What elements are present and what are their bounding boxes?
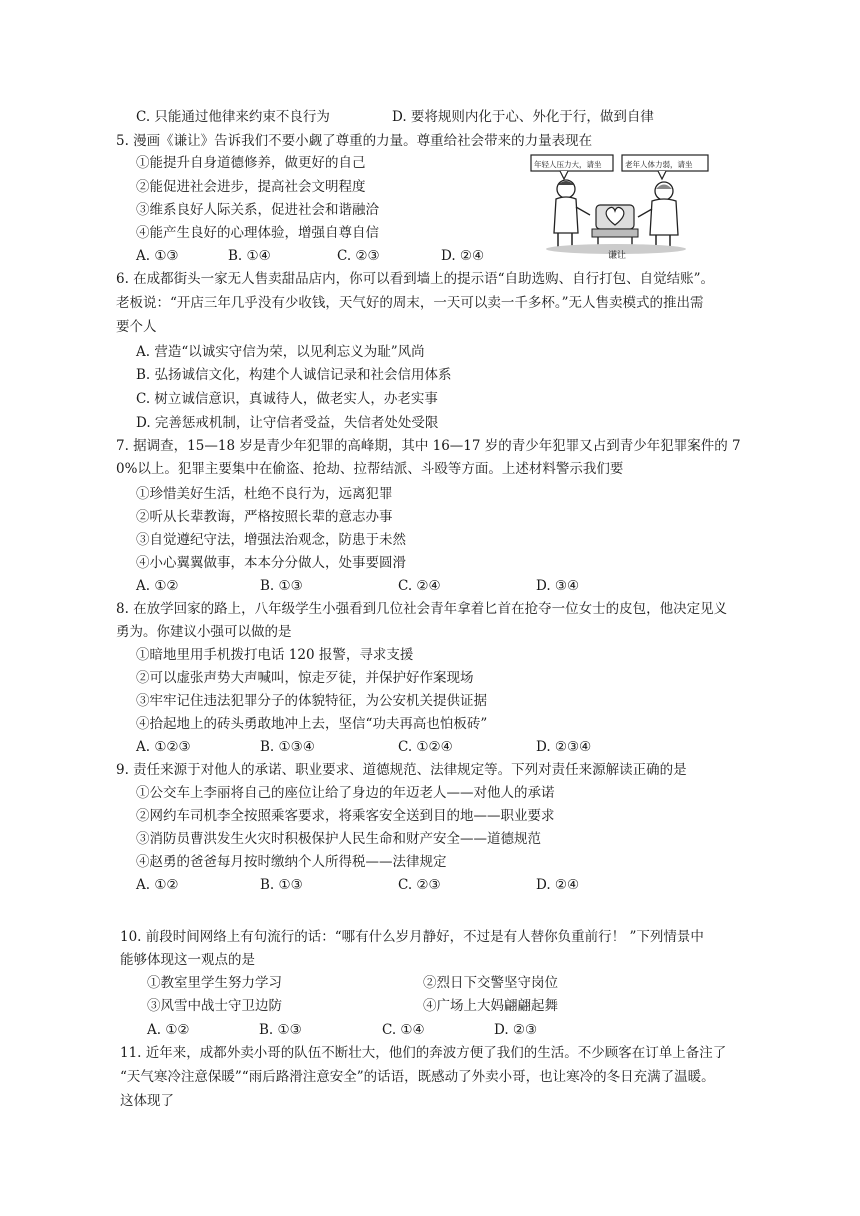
q10-statement-2: ②烈日下交警坚守岗位 [423,975,558,991]
q8-statement-1: ①暗地里用手机拨打电话 120 报警，寻求支援 [136,647,414,663]
q4-option-d: D. 要将规则内化于心、外化于行，做到自律 [392,109,654,125]
q6-option-d: D. 完善惩戒机制，让守信者受益，失信者处处受限 [136,415,439,431]
q8-option-c: C. ①②④ [398,739,453,755]
q9-stem: 9. 责任来源于对他人的承诺、职业要求、道德规范、法律规定等。下列对责任来源解读正确的是 [116,762,687,778]
q9-statement-3: ③消防员曹洪发生火灾时积极保护人民生命和财产安全——道德规范 [136,831,541,847]
speech-bubble-right-tail [658,171,666,179]
q11-stem-line-1: 11. 近年来，成都外卖小哥的队伍不断壮大，他们的奔波方便了我们的生活。不少顾客在订单上备注了 [120,1045,727,1061]
q5-statement-1: ①能提升自身道德修养，做更好的自己 [136,155,366,171]
q6-option-b: B. 弘扬诚信文化，构建个人诚信记录和社会信用体系 [136,367,452,383]
q10-statement-4: ④广场上大妈翩翩起舞 [423,998,558,1014]
q9-statement-4: ④赵勇的爸爸每月按时缴纳个人所得税——法律规定 [136,854,447,870]
q9-statement-1: ①公交车上李丽将自己的座位让给了身边的年迈老人——对他人的承诺 [136,785,555,801]
q10-statement-3: ③风雪中战士守卫边防 [147,998,282,1014]
q7-statement-1: ①珍惜美好生活，杜绝不良行为，远离犯罪 [136,486,393,502]
q5-option-d: D. ②④ [441,248,485,264]
q5-stem: 5. 漫画《谦让》告诉我们不要小觑了尊重的力量。尊重给社会带来的力量表现在 [116,133,593,149]
elderly-person-figure [638,182,678,247]
q8-stem-line-2: 勇为。你建议小强可以做的是 [116,624,292,640]
q7-option-b: B. ①③ [260,578,303,594]
speech-bubble-right-text: 老年人体力弱，请坐 [625,160,693,169]
q10-option-b: B. ①③ [259,1022,302,1038]
q11-stem-line-2: “天气寒冷注意保暖”“雨后路滑注意安全”的话语，既感动了外卖小哥，也让寒冷的冬日充满了温暖。 [120,1069,715,1085]
q6-option-c: C. 树立诚信意识，真诚待人，做老实人，办老实事 [136,391,438,407]
q5-option-a: A. ①③ [136,248,179,264]
young-person-figure [554,180,590,247]
q7-option-a: A. ①② [136,578,179,594]
cartoon-image [530,149,710,259]
q6-stem-line-3: 要个人 [116,319,157,335]
q5-option-c: C. ②③ [337,248,380,264]
q7-option-d: D. ③④ [536,578,580,594]
q9-option-c: C. ②③ [398,877,441,893]
q11-stem-line-3: 这体现了 [120,1093,174,1109]
q10-option-a: A. ①② [147,1022,190,1038]
cartoon-caption: 谦让 [608,251,627,259]
q7-stem-line-2: 0%以上。犯罪主要集中在偷盗、抢劫、拉帮结派、斗殴等方面。上述材料警示我们要 [116,461,624,477]
q8-statement-4: ④拾起地上的砖头勇敢地冲上去，坚信“功夫再高也怕板砖” [136,716,488,732]
q8-option-b: B. ①③④ [260,739,315,755]
seat-with-heart [592,205,638,247]
speech-bubble-left-tail [560,171,568,179]
q7-statement-3: ③自觉遵纪守法，增强法治观念，防患于未然 [136,532,406,548]
q10-stem-line-1: 10. 前段时间网络上有句流行的话：“哪有什么岁月静好，不过是有人替你负重前行！ ”下列情景中 [120,929,704,945]
q7-statement-4: ④小心翼翼做事，本本分分做人，处事要圆滑 [136,555,406,571]
q8-statement-2: ②可以虚张声势大声喊叫，惊走歹徒，并保护好作案现场 [136,670,474,686]
q7-statement-2: ②听从长辈教诲，严格按照长辈的意志办事 [136,509,393,525]
q10-stem-line-2: 能够体现这一观点的是 [120,952,255,968]
q5-statement-3: ③维系良好人际关系，促进社会和谐融洽 [136,202,379,218]
q7-option-c: C. ②④ [398,578,441,594]
q8-option-d: D. ②③④ [536,739,592,755]
q5-statement-4: ④能产生良好的心理体验，增强自尊自信 [136,225,379,241]
q5-option-b: B. ①④ [228,248,271,264]
q9-option-a: A. ①② [136,877,179,893]
q5-statement-2: ②能促进社会进步，提高社会文明程度 [136,179,366,195]
q9-option-d: D. ②④ [536,877,580,893]
speech-bubble-left-text: 年轻人压力大，请坐 [534,160,602,169]
q8-stem-line-1: 8. 在放学回家的路上，八年级学生小强看到几位社会青年拿着匕首在抢夺一位女士的皮包，他决定见义 [116,601,728,617]
q10-option-c: C. ①④ [382,1022,425,1038]
q6-option-a: A. 营造“以诚实守信为荣，以见利忘义为耻”风尚 [136,344,425,360]
q10-option-d: D. ②③ [494,1022,538,1038]
q9-statement-2: ②网约车司机李全按照乘客要求，将乘客安全送到目的地——职业要求 [136,808,555,824]
q6-stem-line-2: 老板说：“开店三年几乎没有少收钱，天气好的周末，一天可以卖一千多杯。”无人售卖模式的推出需 [116,295,704,311]
q8-statement-3: ③牢牢记住违法犯罪分子的体貌特征，为公安机关提供证据 [136,693,487,709]
q9-option-b: B. ①③ [260,877,303,893]
q6-stem-line-1: 6. 在成都街头一家无人售卖甜品店内，你可以看到墙上的提示语“自助选购、自行打包、自觉结账”。 [116,271,714,287]
q10-statement-1: ①教室里学生努力学习 [147,975,282,991]
q8-option-a: A. ①②③ [136,739,191,755]
q7-stem-line-1: 7. 据调查，15—18 岁是青少年犯罪的高峰期，其中 16—17 岁的青少年犯罪又占到青少年犯罪案件的 7 [116,438,741,454]
q4-option-c: C. 只能通过他律来约束不良行为 [136,109,330,125]
